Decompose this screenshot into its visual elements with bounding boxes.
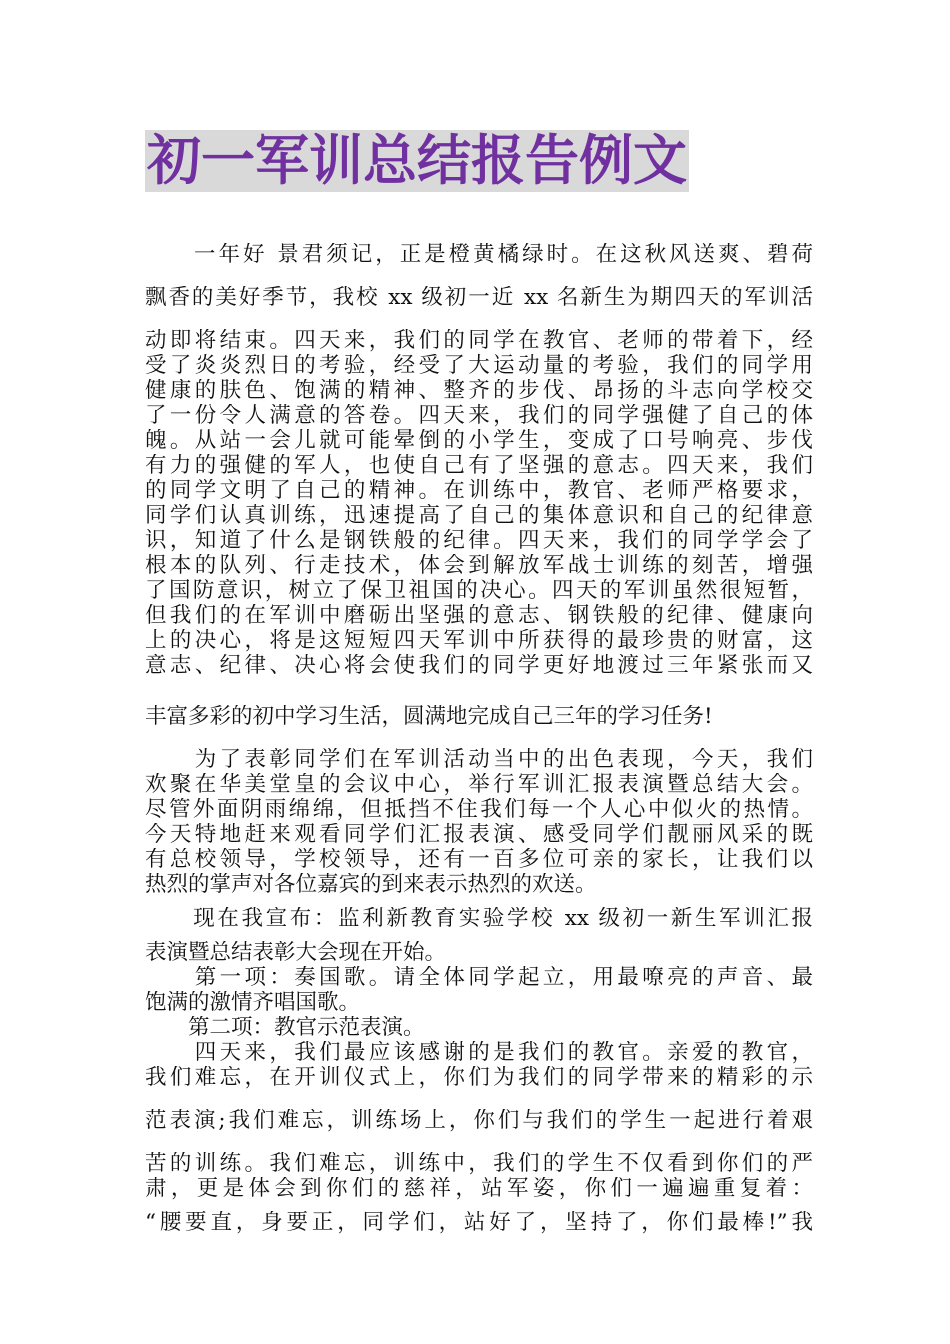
text-line: 丰富多彩的初中学习生活，圆满地完成自己三年的学习任务! (145, 705, 713, 729)
text-line: 有力的强健的军人，也使自己有了坚强的意志。四天来，我们 (145, 454, 813, 478)
text-line: 肃，更是体会到你们的慈祥，站军姿，你们一遍遍重复着： (145, 1177, 813, 1201)
text-line: 健康的肤色、饱满的精神、整齐的步伐、昂扬的斗志向学校交 (145, 379, 813, 403)
text-line: 为了表彰同学们在军训活动当中的出色表现，今天，我们 (145, 748, 813, 772)
document-title: 初一军训总结报告例文 (147, 129, 687, 192)
text-line: 飘香的美好季节，我校 xx 级初一近 xx 名新生为期四天的军训活 (145, 286, 813, 310)
text-line: 有总校领导，学校领导，还有一百多位可亲的家长，让我们以 (145, 848, 813, 872)
text-line: 我们难忘，在开训仪式上，你们为我们的同学带来的精彩的示 (145, 1066, 813, 1090)
text-line: 了国防意识，树立了保卫祖国的决心。四天的军训虽然很短暂， (145, 579, 813, 603)
text-line: 四天来，我们最应该感谢的是我们的教官。亲爱的教官， (145, 1041, 813, 1065)
text-line: 了一份令人满意的答卷。四天来，我们的同学强健了自己的体 (145, 404, 813, 428)
text-line: 的同学文明了自己的精神。在训练中，教官、老师严格要求， (145, 479, 813, 503)
text-line: 第一项：奏国歌。请全体同学起立，用最嘹亮的声音、最 (145, 966, 813, 990)
text-line: 一年好 景君须记，正是橙黄橘绿时。在这秋风送爽、碧荷 (145, 243, 813, 267)
text-line: “腰要直，身要正，同学们，站好了，坚持了，你们最棒!”我 (145, 1211, 813, 1235)
text-line: 苦的训练。我们难忘，训练中，我们的学生不仅看到你们的严 (145, 1152, 813, 1176)
text-line: 表演暨总结表彰大会现在开始。 (145, 941, 447, 965)
text-line: 同学们认真训练，迅速提高了自己的集体意识和自己的纪律意 (145, 504, 813, 528)
text-line: 识，知道了什么是钢铁般的纪律。四天来，我们的同学学会了 (145, 529, 813, 553)
text-line: 今天特地赶来观看同学们汇报表演、感受同学们靓丽风采的既 (145, 823, 813, 847)
text-line: 第二项：教官示范表演。 (145, 1016, 425, 1040)
text-line: 但我们的在军训中磨砺出坚强的意志、钢铁般的纪律、健康向 (145, 604, 813, 628)
text-line: 现在我宣布：监利新教育实验学校 xx 级初一新生军训汇报 (145, 907, 813, 931)
title-block (145, 130, 689, 192)
text-line: 尽管外面阴雨绵绵，但抵挡不住我们每一个人心中似火的热情。 (145, 798, 813, 822)
text-line: 动即将结束。四天来，我们的同学在教官、老师的带着下，经 (145, 329, 813, 353)
text-line: 饱满的激情齐唱国歌。 (145, 991, 361, 1015)
text-line: 范表演;我们难忘，训练场上，你们与我们的学生一起进行着艰 (145, 1109, 813, 1133)
document-body (145, 243, 813, 1235)
text-line: 意志、纪律、决心将会使我们的同学更好地渡过三年紧张而又 (145, 654, 813, 678)
text-line: 上的决心，将是这短短四天军训中所获得的最珍贵的财富，这 (145, 629, 813, 653)
text-line: 欢聚在华美堂皇的会议中心，举行军训汇报表演暨总结大会。 (145, 773, 813, 797)
text-line: 魄。从站一会儿就可能晕倒的小学生，变成了口号响亮、步伐 (145, 429, 813, 453)
text-line: 根本的队列、行走技术，体会到解放军战士训练的刻苦，增强 (145, 554, 813, 578)
text-line: 受了炎炎烈日的考验，经受了大运动量的考验，我们的同学用 (145, 354, 813, 378)
text-line: 热烈的掌声对各位嘉宾的到来表示热烈的欢送。 (145, 873, 597, 897)
